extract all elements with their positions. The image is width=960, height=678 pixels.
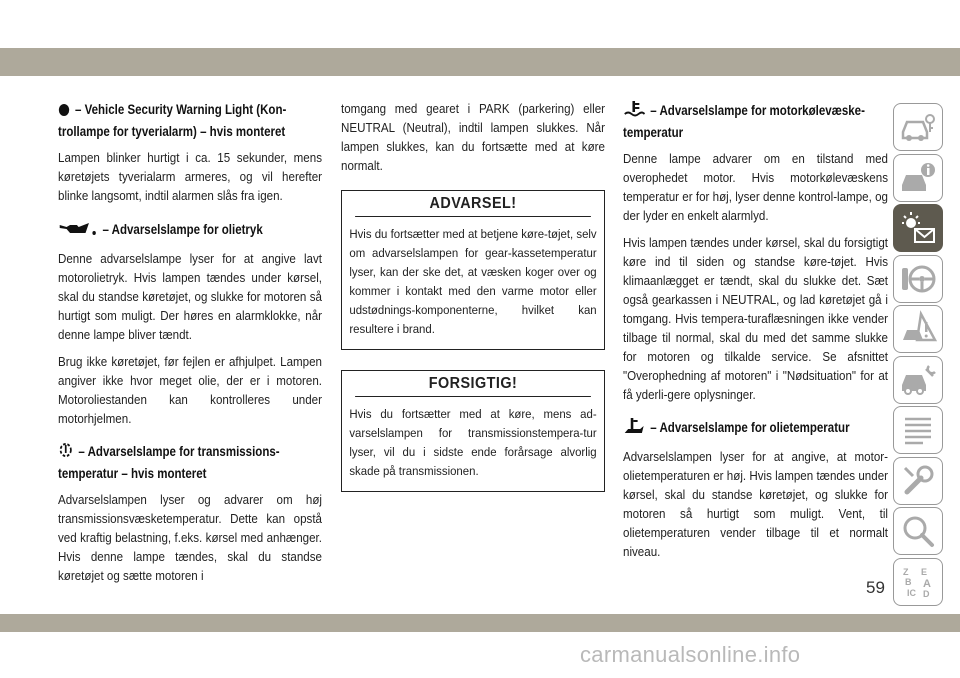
alphabet-index-icon <box>899 563 937 601</box>
tab-service[interactable] <box>893 356 943 404</box>
column-1 <box>58 100 322 594</box>
chapter-tabs <box>893 103 943 608</box>
footer-band <box>0 614 960 632</box>
oil-can-icon <box>58 221 98 242</box>
tab-car-with-key[interactable] <box>893 103 943 151</box>
header-band <box>0 48 960 76</box>
oil-temp-text: Advarselslampen lyser for at angive, at motor-olietemperaturen er høj. Hvis lampen tændes under kørsel, skal du standse køretøjet, og slukke for motoren så hurtigt som muligt. Vent, til olietemperaturen vender tilbage til et normalt niveau. <box>623 450 889 559</box>
page-number: 59 <box>866 578 885 597</box>
svg-text:Z: Z <box>903 566 909 577</box>
coolant-thermometer-icon <box>623 100 645 123</box>
column-3 <box>623 100 888 570</box>
oil-pressure-text: Denne advarselslampe lyser for at angive lavt motorolietryk. Hvis lampen tændes under kørsel, skal du standse køretøjet, og slukke for motoren så hurtigt som muligt. Der høres en alarmklokke, når denne lampe bliver tændt. <box>58 252 322 342</box>
svg-text:B: B <box>905 576 912 587</box>
coolant-temp-text: Denne lampe advarer om en tilstand med overophedet motor. Hvis motorkølevæskens temperatur er for høj, lyser denne kontrol-lampe, og der lyder en enkelt alarmlyd. <box>623 152 889 223</box>
security-light-text: Lampen blinker hurtigt i ca. 15 sekunder, mens køretøjets tyverialarm armeres, og vil herefter blinke langsomt, indtil alarmen slås fra igen. <box>58 151 322 203</box>
caution-text: Hvis du fortsætter med at køre, mens ad-varselslampen for transmissionstempera-tur lyser, vil du i sidste ende forårsage alvorlig skade på transmissionen. <box>349 407 597 478</box>
oil-thermometer-icon <box>623 417 645 440</box>
tab-specifications[interactable] <box>893 406 943 454</box>
tab-car-with-info[interactable] <box>893 154 943 202</box>
watermark: carmanualsonline.info <box>580 642 801 667</box>
tab-steering-wheel[interactable] <box>893 255 943 303</box>
oil-temp-heading: – Advarselslampe for olietemperatur <box>623 417 887 440</box>
security-light-heading: – Vehicle Security Warning Light (Kon-trollampe for tyverialarm) – hvis monteret <box>58 102 287 139</box>
warning-text: Hvis du fortsætter med at betjene køre-tøjet, selv om advarselslampen for gear-kassetemperatur lyser, kan der ske det, at væsken koger over og kommer i kontakt med den varme motor eller udstødnings-komponenterne, hvilket kan resultere i brand. <box>349 227 597 336</box>
car-with-key-icon <box>899 108 937 146</box>
security-dot-icon <box>58 103 70 122</box>
warning-title: ADVARSEL! <box>355 191 591 217</box>
tab-hazard[interactable] <box>893 305 943 353</box>
car-with-info-icon <box>899 159 937 197</box>
car-service-wrench-icon <box>899 361 937 399</box>
tab-maintenance[interactable] <box>893 457 943 505</box>
svg-text:D: D <box>923 588 930 599</box>
tab-index[interactable] <box>893 558 943 606</box>
svg-text:IC: IC <box>907 587 916 598</box>
transmission-gear-icon <box>58 441 73 464</box>
steering-wheel-icon <box>899 260 937 298</box>
oil-level-text: Brug ikke køretøjet, før fejlen er afhjulpet. Lampen angiver ikke hvor meget olie, der er i motoren. Motoroliestanden kan kontrolleres under motorhjelmen. <box>58 355 322 426</box>
warning-box <box>341 190 605 350</box>
transmission-continued-text: tomgang med gearet i PARK (parkering) eller NEUTRAL (Neutral), indtil lampen slukkes. Når lampen slukkes, kan du fortsætte med at køre normalt. <box>341 102 605 173</box>
list-document-icon <box>899 411 937 449</box>
svg-text:E: E <box>921 566 928 577</box>
hazard-triangle-car-icon <box>899 310 937 348</box>
column-2 <box>341 100 605 512</box>
coolant-action-text: Hvis lampen tændes under kørsel, skal du forsigtigt køre ind til siden og standse køre-tøjet. Hvis klimaanlægget er tændt, skal du slukke det. Sæt også gearkassen i NEUTRAL, og lad køretøjet gå i tomgang. Hvis tempera-turaflæsningen ikke vender tilbage til normal, skal du med det samme slukke for motoren og tilkalde service. Se afsnittet "Overophedning af motoren" i "Nødsituation" for at få yderli-gere oplysninger. <box>623 236 889 402</box>
transmission-temp-heading: – Advarselslampe for transmissions-temperatur – hvis monteret <box>58 441 321 483</box>
warning-light-message-icon <box>899 209 937 247</box>
caution-box <box>341 370 605 492</box>
tab-warning-lights[interactable] <box>893 204 943 252</box>
coolant-temp-heading: – Advarselslampe for motorkølevæske-temperatur <box>623 100 887 142</box>
transmission-temp-text: Advarselslampen lyser og advarer om høj transmissionsvæsketemperatur. Dette kan opstå ved kraftig belastning, f.eks. kørsel med anhænger. Hvis denne lampe tændes, skal du standse køretøjet og sætte motoren i <box>58 493 322 583</box>
oil-pressure-heading: – Advarselslampe for olietryk <box>58 220 321 242</box>
wrench-gear-icon <box>899 462 937 500</box>
magnifier-icon <box>899 512 937 550</box>
svg-text:A: A <box>923 577 931 590</box>
tab-search[interactable] <box>893 507 943 555</box>
caution-title: FORSIGTIG! <box>355 371 591 397</box>
